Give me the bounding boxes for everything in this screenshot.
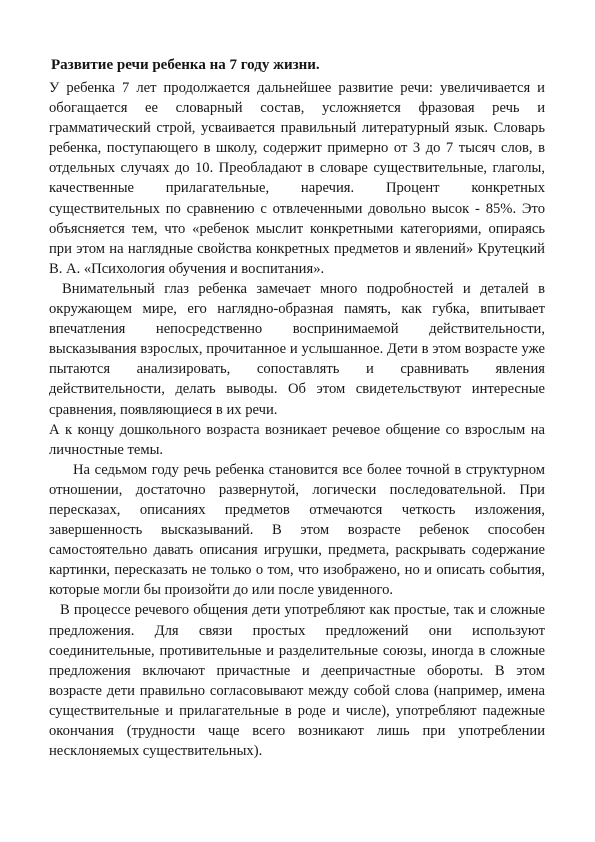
paragraph-vocabulary: У ребенка 7 лет продолжается дальнейшее развитие речи: увеличивается и обогащается ее словарный состав, усложняется фразовая речь и грамматический строй, усваивается правильный литературный язык. Словарь ребенка, поступающего в школу, содержит примерно от 3 до 7 тысяч слов, в отдельных случаях до 10. Преобладают в словаре существительные, глаголы, качественные прилагательные, наречия. Процент конкретных существительных по сравнению с отвлеченными довольно высок - 85%. Это объясняется тем, что «ребенок мыслит конкретными категориями, опираясь при этом на наглядные свойства конкретных предметов и явлений» Крутецкий В. А. «Психология обучения и воспитания». [49, 80, 545, 277]
paragraph-attentive-eye: Внимательный глаз ребенка замечает много подробностей и деталей в окружающем мире, его наглядно-образная память, как губка, впитывает впечатления непосредственно воспринимаемой действительности, высказывания взрослых, прочитанное и услышанное. Дети в этом возрасте уже пытаются анализировать, сопоставлять и сравнивать явления действительности, делать выводы. Об этом свидетельствуют интересные сравнения, появляющиеся в их речи. [49, 280, 545, 418]
paragraph-personal-communication: А к концу дошкольного возраста возникает речевое общение со взрослым на личностные темы. [49, 421, 545, 458]
paragraph-speech-communication: В процессе речевого общения дети употребляют как простые, так и сложные предложения. Для связи простых предложений они используют соединительные, противительные и разделительные союзы, иногда в сложные предложения включают причастные и деепричастные обороты. В этом возрасте дети правильно согласовывают между собой слова (например, имена существительные и прилагательные в роде и числе), употребляют падежные окончания (трудности чаще всего возникают лишь при употреблении несклоняемых существительных). [49, 602, 545, 760]
paragraph-seventh-year: На седьмом году речь ребенка становится все более точной в структурном отношении, достаточно развернутой, логически последовательной. При пересказах, описаниях предметов отмечаются четкость изложения, завершенность высказываний. В этом возрасте ребенок способен самостоятельно давать описания игрушки, предмета, раскрывать содержание картинки, пересказать не только о том, что изображено, но и описать события, которые могли бы произойти до или после увиденного. [49, 461, 545, 599]
document-title: Развитие речи ребенка на 7 году жизни. [51, 57, 320, 73]
document-page [49, 55, 545, 761]
